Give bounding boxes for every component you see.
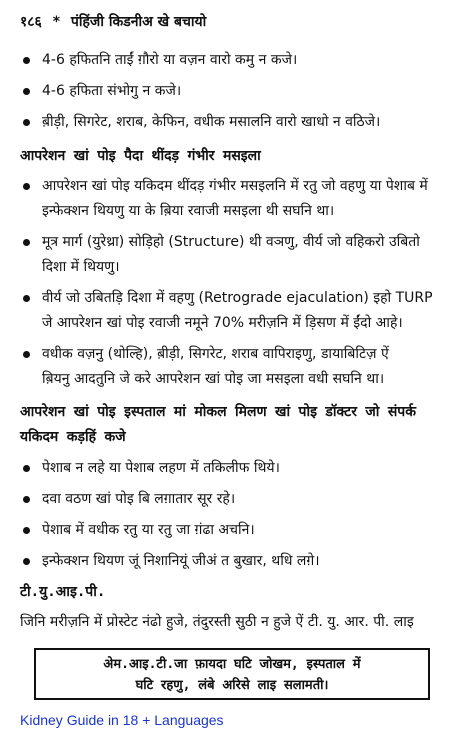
bullet-icon [23,465,30,472]
list-item [20,79,460,104]
list-item-text: 4-6 हफितनि ताईं ग़ौरो या वज़न वारो कमु न कजे। [42,52,298,68]
list-item-text: इन्फेक्शन थियणु या के ब़िया रवाजी मसइला थी सघनि था। [42,203,335,219]
list-item [20,342,460,392]
list-item-text: जे आपरेशन खां पोइ रवाजी नमूने 70% मरीज़नि में ड़िसण में ईंदो आहे। [42,315,403,331]
callout-line: अेम.आइ.टी.जा फ़ायदा घटि जोखम, इस्पताल में [103,657,361,672]
list-item-text: दवा वठण खां पोइ बि लग़ातार सूर रहे। [42,491,236,507]
heading-line: यकिदम कड़हिं कजे [20,429,126,445]
list-item [20,174,460,224]
list-item [20,549,460,574]
list-item-text: पेशाब न लहे या पेशाब लहण में तकिलीफ थिये। [42,460,280,476]
body-paragraph: जिनि मरीज़नि में प्रोस्टेट नंढो हुजे, तंदुरस्ती सुठी न हुजे ऐं टी. यु. आर. पी. लाइ [20,614,414,630]
list-item-text: पेशाब में वधीक रतु या रतु जा ग़ंढा अचनि। [42,522,255,538]
list-item-text: वीर्य जो उबितड़ि दिशा में वहणु (Retrograde ejaculation) इहो TURP [42,290,433,306]
bullet-icon [23,351,30,358]
list-item [20,487,460,512]
warning-signs-list [20,456,460,574]
callout-line: घटि रहणु, लंबे अरिसे लाइ सलामती। [135,678,329,693]
list-item [20,110,460,135]
page-header [20,12,460,31]
section-heading: टी.यु.आइ.पी. [20,584,106,600]
footer-link[interactable]: Kidney Guide in 18 + Languages [20,712,224,728]
list-item-text: ब़ियनु आदतुनि जे करे आपरेशन खां पोइ जा मसइला वधी सघनि था। [42,371,385,387]
bullet-icon [23,183,30,190]
list-item-text: आपरेशन खां पोइ यकिदम थींदड़ गंभीर मसइलनि में रतु जो वहणु या पेशाब में [42,178,428,194]
list-item [20,286,460,336]
list-item [20,456,460,481]
list-item-text: दिशा में थियणु। [42,259,120,275]
recovery-advice-list [20,48,460,135]
list-item-text: इन्फेक्शन थियण जूं निशानियूं जीअं त बुखार, थधि लग़े। [42,553,320,569]
section-heading [20,400,460,450]
callout-box [34,648,430,700]
list-item-text: ब़ीड़ी, सिगरेट, शराब, केफिन, वधीक मसालनि वारो खाधो न वठिजे। [42,114,381,130]
bullet-icon [23,496,30,503]
bullet-icon [23,527,30,534]
bullet-icon [23,119,30,126]
list-item-text: मूत्र मार्ग (युरेथ्रा) सोड़िहो (Structure) थी वञणु, वीर्य जो वहिकरो उबितो [42,234,420,250]
section-heading: आपरेशन खां पोइ पैदा थींदड़ गंभीर मसइला [20,148,261,164]
list-item [20,48,460,73]
bullet-icon [23,558,30,565]
complications-list [20,174,460,392]
heading-line: आपरेशन खां पोइ इस्पताल मां मोकल मिलण खां पोइ डॉक्टर जो संपर्क [20,404,416,420]
bullet-icon [23,295,30,302]
book-title: पंहिंजी किडनीअ खे बचायो [70,14,207,30]
list-item-text: वधीक वज़नु (थोल्हि), ब़ीड़ी, सिगरेट, शराब वापिराइणु, डायाबिटिज़ ऐं [42,346,389,362]
bullet-icon [23,57,30,64]
page-number: १८६ [20,14,42,30]
header-separator: * [52,14,61,30]
list-item [20,518,460,543]
list-item-text: 4-6 हफिता संभोगु न कजे। [42,83,182,99]
list-item [20,230,460,280]
bullet-icon [23,88,30,95]
bullet-icon [23,239,30,246]
